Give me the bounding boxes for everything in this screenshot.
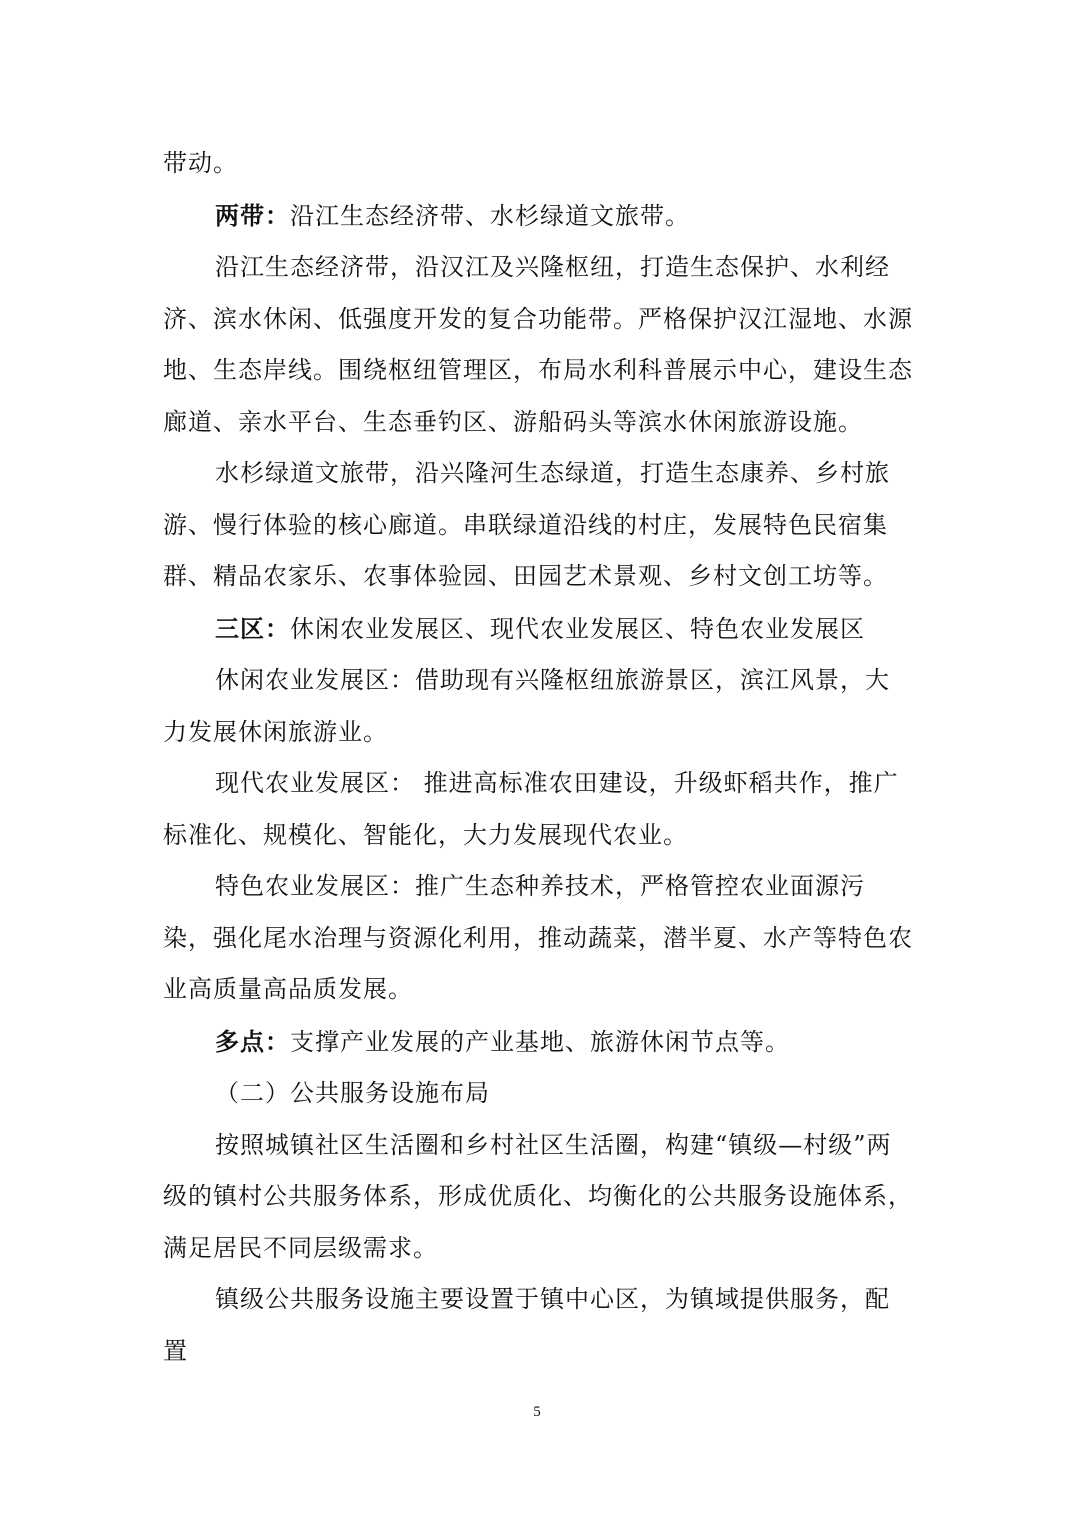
two-belts-text: 沿江生态经济带、水杉绿道文旅带。: [290, 201, 690, 230]
paragraph-three-zones: [163, 603, 913, 656]
multi-points-text: 支撑产业发展的产业基地、旅游休闲节点等。: [290, 1027, 790, 1056]
paragraph-two-belts: [163, 190, 913, 243]
document-body: [163, 138, 913, 1377]
paragraph-specialty-agriculture: 特色农业发展区：推广生态种养技术，严格管控农业面源污染，强化尾水治理与资源化利用，推动蔬菜，潜半夏、水产等特色农业高质量高品质发展。: [163, 872, 913, 1003]
heading-three-zones: 三区：: [215, 613, 290, 643]
paragraph-riverside-belt: 沿江生态经济带，沿汉江及兴隆枢纽，打造生态保护、水利经济、滨水休闲、低强度开发的复合功能带。严格保护汉江湿地、水源地、生态岸线。围绕枢纽管理区，布局水利科普展示中心，建设生态廊道、亲水平台、生态垂钓区、游船码头等滨水休闲旅游设施。: [163, 253, 913, 436]
paragraph-service-system: 按照城镇社区生活圈和乡村社区生活圈，构建“镇级—村级”两级的镇村公共服务体系，形成优质化、均衡化的公共服务设施体系，满足居民不同层级需求。: [163, 1130, 913, 1262]
paragraph-leisure-agriculture: 休闲农业发展区：借助现有兴隆枢纽旅游景区，滨江风景，大力发展休闲旅游业。: [163, 666, 890, 746]
paragraph-metasequoia-belt: 水杉绿道文旅带，沿兴隆河生态绿道，打造生态康养、乡村旅游、慢行体验的核心廊道。串联绿道沿线的村庄，发展特色民宿集群、精品农家乐、农事体验园、田园艺术景观、乡村文创工坊等。: [163, 459, 890, 590]
section-heading-public-services: （二）公共服务设施布局: [215, 1079, 490, 1107]
paragraph-town-level-facilities: 镇级公共服务设施主要设置于镇中心区，为镇域提供服务，配置: [163, 1285, 890, 1365]
heading-two-belts: 两带：: [215, 200, 290, 230]
paragraph-multi-points: [163, 1016, 913, 1069]
paragraph-continuation: 带动。: [163, 149, 238, 177]
three-zones-text: 休闲农业发展区、现代农业发展区、特色农业发展区: [290, 614, 865, 643]
page-number: 5: [533, 1404, 541, 1420]
paragraph-modern-agriculture: 现代农业发展区： 推进高标准农田建设，升级虾稻共作，推广标准化、规模化、智能化，大力发展现代农业。: [163, 769, 899, 849]
heading-multi-points: 多点：: [215, 1026, 290, 1056]
